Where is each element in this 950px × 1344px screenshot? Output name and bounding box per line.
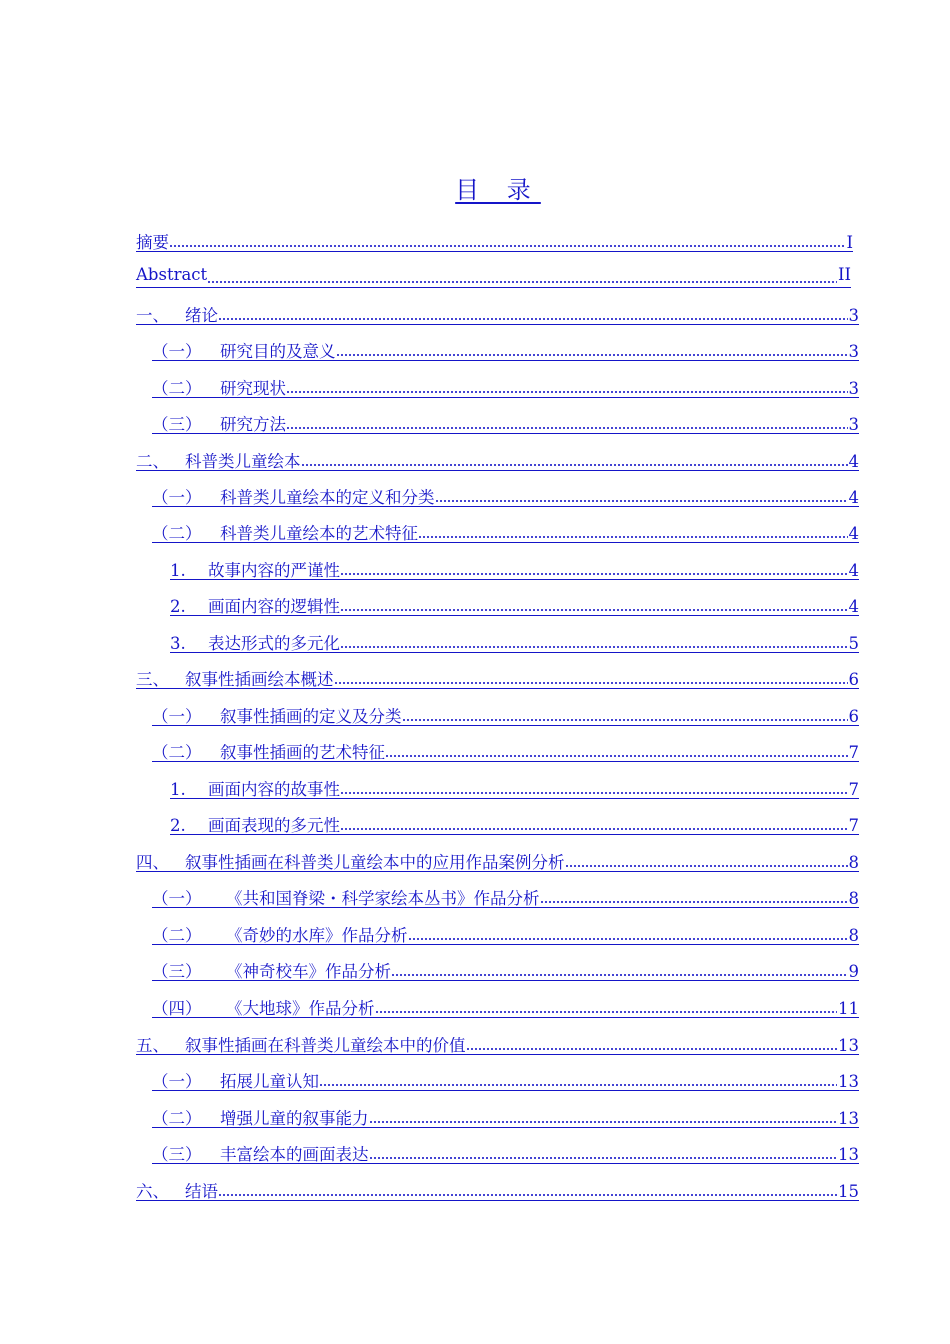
toc-entry-2-2[interactable] bbox=[152, 520, 859, 543]
toc-entry-page: 13 bbox=[838, 1109, 859, 1128]
toc-entry-4-1[interactable] bbox=[152, 885, 859, 908]
toc-entry-page: 4 bbox=[848, 524, 859, 543]
toc-entry-label: 画面内容的逻辑性 bbox=[208, 597, 340, 616]
toc-entry-label: 叙事性插画绘本概述 bbox=[185, 670, 334, 689]
toc-entry-chapter-5[interactable] bbox=[136, 1032, 859, 1055]
toc-entry-label: 科普类儿童绘本的艺术特征 bbox=[220, 524, 418, 543]
toc-entry-number: （三） bbox=[152, 415, 202, 434]
dot-leader bbox=[418, 535, 848, 539]
toc-entry-number: （三） bbox=[152, 962, 202, 981]
toc-entry-page: 15 bbox=[838, 1182, 859, 1201]
toc-entry-label: 《神奇校车》作品分析 bbox=[226, 962, 391, 981]
toc-entry-1-2[interactable] bbox=[152, 375, 859, 398]
dot-leader bbox=[408, 937, 848, 941]
toc-entry-3-2-2[interactable] bbox=[170, 812, 859, 835]
toc-entry-3-2[interactable] bbox=[152, 739, 859, 762]
toc-entry-chapter-3[interactable] bbox=[136, 666, 859, 689]
toc-entry-label: 叙事性插画在科普类儿童绘本中的应用作品案例分析 bbox=[185, 853, 565, 872]
toc-entry-page: 6 bbox=[848, 670, 859, 689]
toc-entry-number: （二） bbox=[152, 524, 202, 543]
toc-entry-label: 画面表现的多元性 bbox=[208, 816, 340, 835]
toc-entry-number: 三、 bbox=[136, 670, 169, 689]
toc-entry-number: （二） bbox=[152, 379, 202, 398]
toc-entry-number: 四、 bbox=[136, 853, 169, 872]
toc-entry-4-3[interactable] bbox=[152, 958, 859, 981]
dot-leader bbox=[218, 317, 848, 321]
toc-entry-2-2-3[interactable] bbox=[170, 630, 859, 653]
toc-entry-page: 5 bbox=[848, 634, 859, 653]
dot-leader bbox=[391, 973, 848, 977]
toc-entry-page: 4 bbox=[848, 452, 859, 471]
toc-entry-number: （四） bbox=[152, 999, 202, 1018]
toc-entry-label: 《奇妙的水库》作品分析 bbox=[226, 926, 408, 945]
toc-entry-number: 2. bbox=[170, 597, 186, 616]
toc-entry-number: （一） bbox=[152, 1072, 202, 1091]
toc-entry-label: 表达形式的多元化 bbox=[208, 634, 340, 653]
toc-entry-chapter-4[interactable] bbox=[136, 849, 859, 872]
toc-entry-chapter-1[interactable] bbox=[136, 302, 859, 325]
toc-entry-number: 1. bbox=[170, 561, 186, 580]
toc-entry-chapter-6[interactable] bbox=[136, 1178, 859, 1201]
toc-entry-label: 画面内容的故事性 bbox=[208, 780, 340, 799]
toc-entry-number: 2. bbox=[170, 816, 186, 835]
dot-leader bbox=[319, 1083, 837, 1087]
toc-entry-page: 3 bbox=[848, 415, 859, 434]
toc-entry-number: 一、 bbox=[136, 306, 169, 325]
toc-entry-page: 8 bbox=[848, 926, 859, 945]
toc-entry-number: 五、 bbox=[136, 1036, 169, 1055]
toc-entry-number: （一） bbox=[152, 889, 202, 908]
toc-entry-label: 摘要 bbox=[136, 233, 169, 252]
toc-entry-page: 13 bbox=[838, 1072, 859, 1091]
dot-leader bbox=[340, 791, 848, 795]
toc-entry-page: 3 bbox=[848, 342, 859, 361]
dot-leader bbox=[466, 1047, 838, 1051]
toc-entry-2-2-1[interactable] bbox=[170, 557, 859, 580]
toc-entry-page: 4 bbox=[848, 488, 859, 507]
dot-leader bbox=[369, 1120, 838, 1124]
toc-entry-number: 3. bbox=[170, 634, 186, 653]
dot-leader bbox=[402, 718, 848, 722]
toc-entry-page: 3 bbox=[848, 306, 859, 325]
toc-title: 目 录 bbox=[455, 176, 541, 204]
toc-entry-3-2-1[interactable] bbox=[170, 776, 859, 799]
toc-entry-page: 8 bbox=[848, 853, 859, 872]
dot-leader bbox=[286, 426, 848, 430]
toc-entry-chapter-2[interactable] bbox=[136, 448, 859, 471]
dot-leader bbox=[340, 645, 848, 649]
dot-leader bbox=[375, 1010, 838, 1014]
toc-entry-abstract-cn[interactable] bbox=[136, 229, 853, 252]
toc-entry-number: 1. bbox=[170, 780, 186, 799]
toc-entry-page: 9 bbox=[848, 962, 859, 981]
toc-entry-number: 六、 bbox=[136, 1182, 169, 1201]
toc-entry-label: 研究方法 bbox=[220, 415, 286, 434]
toc-entry-number: （二） bbox=[152, 1109, 202, 1128]
dot-leader bbox=[340, 608, 848, 612]
toc-entry-label: 拓展儿童认知 bbox=[220, 1072, 319, 1091]
toc-entry-page: 3 bbox=[848, 379, 859, 398]
dot-leader bbox=[207, 280, 837, 284]
toc-entry-5-1[interactable] bbox=[152, 1068, 859, 1091]
dot-leader bbox=[340, 572, 848, 576]
toc-entry-page: 8 bbox=[848, 889, 859, 908]
toc-entry-label: 丰富绘本的画面表达 bbox=[220, 1145, 369, 1164]
toc-entry-label: 叙事性插画的定义及分类 bbox=[220, 707, 402, 726]
toc-entry-label: 《共和国脊梁・科学家绘本丛书》作品分析 bbox=[226, 889, 540, 908]
toc-entry-3-1[interactable] bbox=[152, 703, 859, 726]
toc-entry-label: 叙事性插画的艺术特征 bbox=[220, 743, 385, 762]
toc-entry-page: 7 bbox=[848, 743, 859, 762]
toc-entry-number: （一） bbox=[152, 342, 202, 361]
toc-entry-5-2[interactable] bbox=[152, 1105, 859, 1128]
toc-entry-label: 增强儿童的叙事能力 bbox=[220, 1109, 369, 1128]
toc-entry-label: 研究目的及意义 bbox=[220, 342, 336, 361]
toc-entry-4-4[interactable] bbox=[152, 995, 859, 1018]
toc-entry-label: 《大地球》作品分析 bbox=[226, 999, 375, 1018]
toc-entry-label: 研究现状 bbox=[220, 379, 286, 398]
dot-leader bbox=[218, 1193, 837, 1197]
toc-entry-label: 结语 bbox=[185, 1182, 218, 1201]
toc-entry-number: （一） bbox=[152, 488, 202, 507]
dot-leader bbox=[540, 900, 848, 904]
toc-entry-page: 7 bbox=[848, 780, 859, 799]
dot-leader bbox=[385, 754, 848, 758]
dot-leader bbox=[169, 244, 845, 248]
toc-entry-page: 13 bbox=[838, 1036, 859, 1055]
toc-entry-2-1[interactable] bbox=[152, 484, 859, 507]
toc-entry-4-2[interactable] bbox=[152, 922, 859, 945]
dot-leader bbox=[369, 1156, 838, 1160]
dot-leader bbox=[435, 499, 848, 503]
toc-entry-label: 叙事性插画在科普类儿童绘本中的价值 bbox=[185, 1036, 466, 1055]
toc-entry-number: （二） bbox=[152, 743, 202, 762]
toc-entry-page: I bbox=[846, 233, 853, 252]
toc-entry-1-3[interactable] bbox=[152, 411, 859, 434]
toc-entry-label: 科普类儿童绘本 bbox=[185, 452, 301, 471]
dot-leader bbox=[340, 827, 848, 831]
toc-entry-page: 11 bbox=[838, 999, 859, 1018]
toc-entry-1-1[interactable] bbox=[152, 338, 859, 361]
toc-entry-label: Abstract bbox=[136, 265, 208, 284]
toc-entry-number: （一） bbox=[152, 707, 202, 726]
toc-entry-5-3[interactable] bbox=[152, 1141, 859, 1164]
dot-leader bbox=[334, 681, 848, 685]
toc-entry-label: 故事内容的严谨性 bbox=[208, 561, 340, 580]
toc-entry-number: （三） bbox=[152, 1145, 202, 1164]
toc-entry-number: 二、 bbox=[136, 452, 169, 471]
toc-entry-page: 6 bbox=[848, 707, 859, 726]
toc-entry-page: 4 bbox=[848, 597, 859, 616]
toc-entry-label: 科普类儿童绘本的定义和分类 bbox=[220, 488, 435, 507]
dot-leader bbox=[301, 463, 848, 467]
toc-entry-page: II bbox=[837, 265, 851, 284]
dot-leader bbox=[565, 864, 848, 868]
toc-entry-page: 4 bbox=[848, 561, 859, 580]
toc-entry-number: （二） bbox=[152, 926, 202, 945]
toc-entry-page: 13 bbox=[838, 1145, 859, 1164]
toc-entry-abstract-en[interactable] bbox=[136, 265, 851, 288]
toc-entry-2-2-2[interactable] bbox=[170, 593, 859, 616]
dot-leader bbox=[286, 390, 848, 394]
toc-entry-page: 7 bbox=[848, 816, 859, 835]
toc-entry-label: 绪论 bbox=[185, 306, 218, 325]
dot-leader bbox=[336, 353, 848, 357]
